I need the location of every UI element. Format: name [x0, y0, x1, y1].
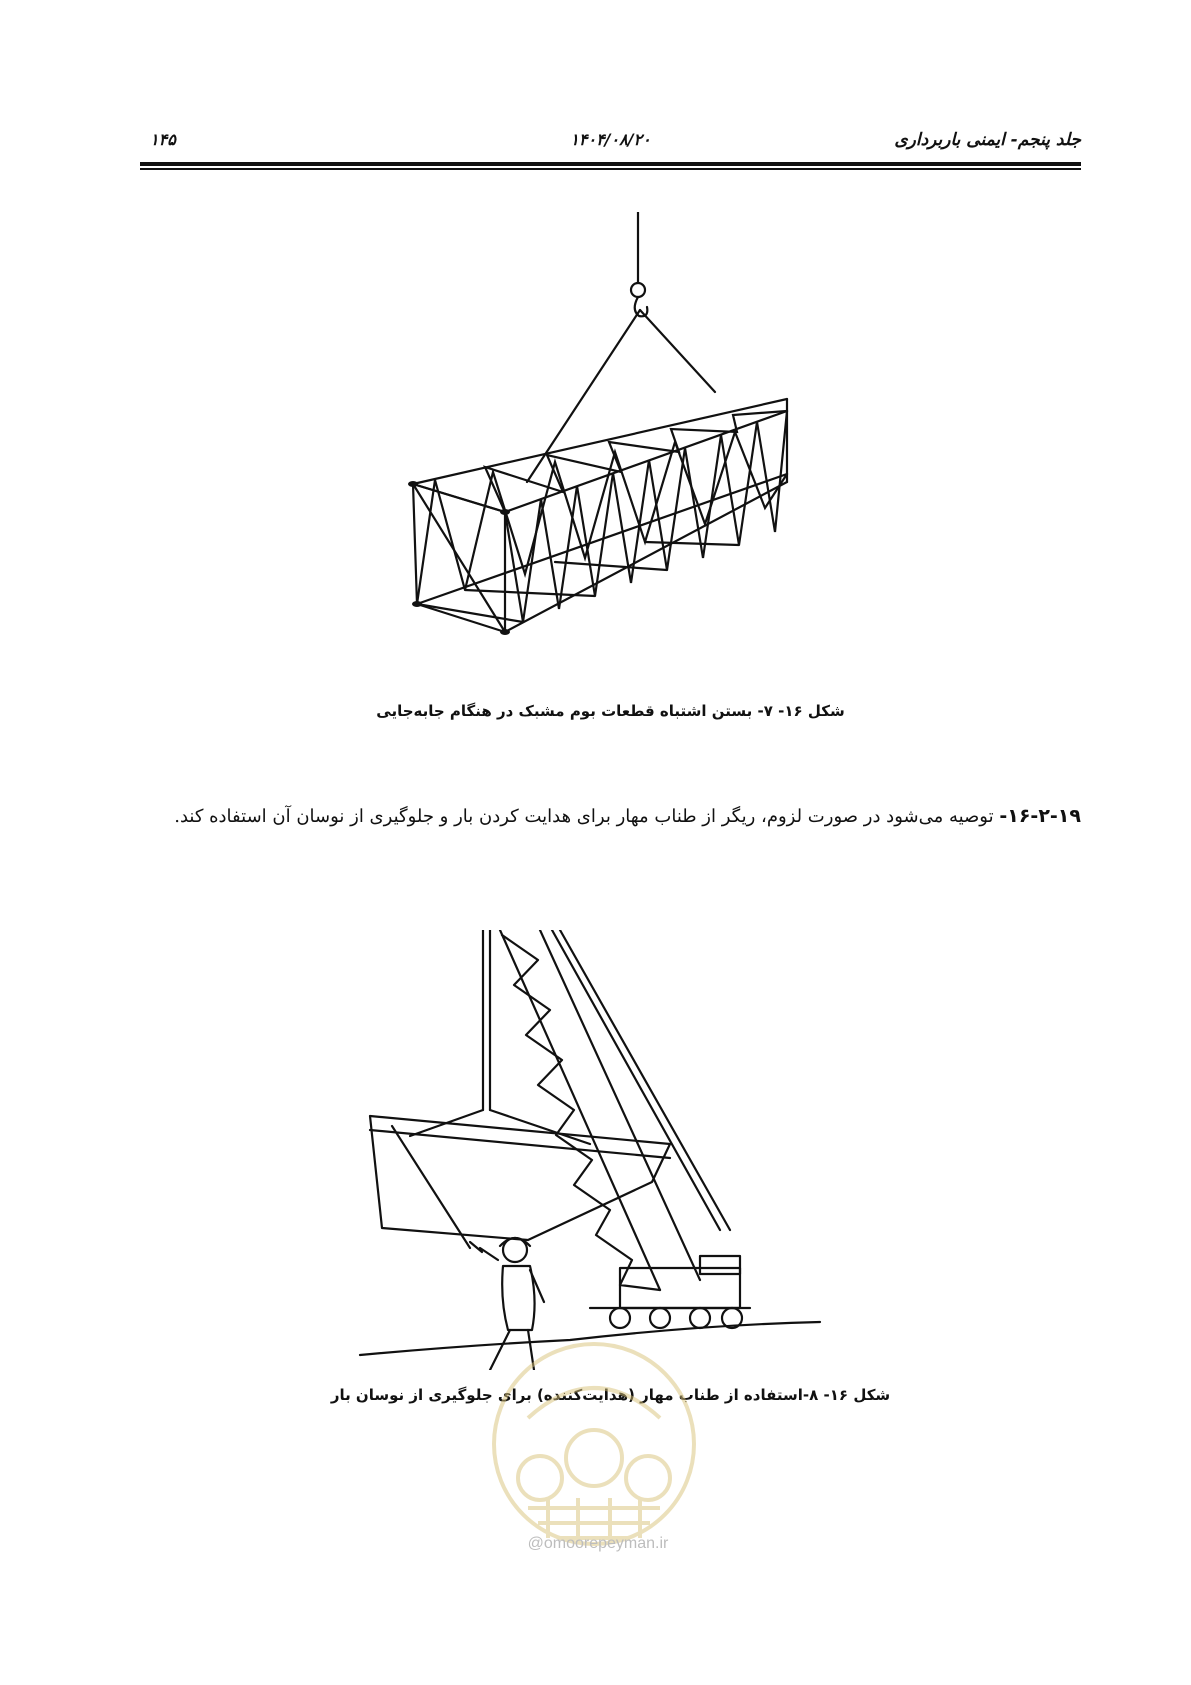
watermark-seal [488, 1338, 700, 1550]
figure2-caption: شکل ۱۶- ۸-استفاده از طناب مهار (هدایت‌کننده) برای جلوگیری از نوسان بار [330, 1386, 891, 1404]
header-rule-thick [140, 162, 1081, 166]
paragraph-number: ۱۶-۲-۱۹- [999, 805, 1081, 827]
page-number: ۱۴۵ [150, 130, 176, 149]
page-header [140, 122, 1081, 152]
tagline-crane-illustration [320, 930, 900, 1370]
paragraph-text: توصیه می‌شود در صورت لزوم، ریگر از طناب مهار برای هدایت کردن بار و جلوگیری از نوسان آن استفاده کند. [174, 806, 1000, 827]
figure1-caption: شکل ۱۶- ۷- بستن اشتباه قطعات بوم مشبک در هنگام جابه‌جایی [376, 702, 845, 720]
paragraph-16-2-19 [140, 792, 1081, 841]
header-date: ۱۴۰۴/۰۸/۲۰ [570, 130, 651, 149]
header-rule-thin [140, 168, 1081, 170]
watermark-url: @omoorepeyman.ir [527, 1535, 669, 1552]
lattice-boom-illustration [395, 212, 825, 667]
running-title: جلد پنجم- ایمنی باربرداری [894, 130, 1081, 150]
